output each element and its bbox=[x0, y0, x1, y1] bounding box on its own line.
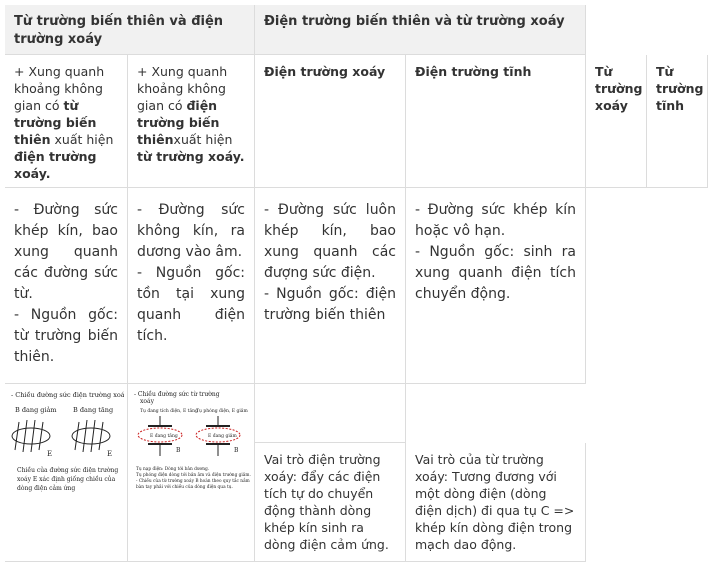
row2-c1-bold2: điện trường xoáy. bbox=[14, 149, 97, 181]
fig2-b-left: B bbox=[176, 447, 181, 454]
row5-c3-text: Vai trò điện trường xoáy: đẩy các điện tích tự do chuyển động thành dòng khép kín sinh ra dòng điện cảm ứng. bbox=[264, 452, 389, 552]
row2-c6-text: Từ trường tĩnh bbox=[656, 64, 704, 113]
vortex-electric-field-figure bbox=[9, 388, 124, 498]
row2-cell6 bbox=[647, 55, 708, 188]
row5-cell4 bbox=[406, 443, 586, 562]
fig1-title: - Chiều đường sức điện trường xoáy: bbox=[11, 391, 124, 399]
header-col1 bbox=[5, 5, 255, 55]
row3-cell2 bbox=[128, 188, 255, 384]
row2-c4-text: Điện trường tĩnh bbox=[415, 64, 532, 79]
fig1-caption-1: Chiều của đường sức điện trường bbox=[17, 467, 119, 474]
row3-cell3 bbox=[255, 188, 406, 384]
fig2-title-2: xoáy bbox=[140, 398, 154, 405]
fig1-caption-2: xoáy E xác định giống chiều của bbox=[17, 476, 116, 483]
row5-c4-text: Vai trò của từ trường xoáy: Tương đương với một dòng điện (dòng điện dịch) đi qua tụ C => khép kín dòng điện trong mạch dao động. bbox=[415, 452, 575, 552]
fig2-caption-4: bàn tay phải với chiều của dòng điện qua tụ. bbox=[136, 485, 233, 490]
figure1-cell bbox=[5, 384, 128, 562]
fig2-caption-1: Tụ nạp điện: Dòng tới bản dương. bbox=[136, 467, 210, 472]
row3-cell4 bbox=[406, 188, 586, 384]
vortex-magnetic-field-figure bbox=[132, 388, 251, 498]
fig2-caption-3: - Chiều của từ trường xoáy B hoàn theo quy tắc nắm bbox=[136, 479, 250, 484]
fig2-t-left: Tụ đang tích điện, E tăng bbox=[140, 409, 198, 414]
fig1-e-left: E bbox=[47, 450, 53, 458]
figure2-cell bbox=[128, 384, 255, 562]
row2-c2-bold2: từ trường xoáy. bbox=[137, 149, 245, 164]
row2-cell4 bbox=[406, 55, 586, 188]
row3-cell1 bbox=[5, 188, 128, 384]
figure-row-spacer-1 bbox=[255, 384, 406, 443]
row3-c4-line2: - Nguồn gốc: sinh ra xung quanh điện tích chuyển động. bbox=[415, 244, 576, 302]
row3-c4-line1: - Đường sức khép kín hoặc vô hạn. bbox=[415, 202, 576, 239]
fig1-e-right: E bbox=[107, 450, 113, 458]
row2-c2-bold1: điện trường biến thiên bbox=[137, 98, 220, 147]
row2-c5-text: Từ trường xoáy bbox=[595, 64, 643, 113]
header-col1-text: Từ trường biến thiên và điện trường xoáy bbox=[14, 14, 224, 47]
fig2-e-label-right: E đang giảm bbox=[208, 434, 237, 439]
row3-c3-line2: - Nguồn gốc: điện trường biến thiên bbox=[264, 286, 396, 323]
header-col2-text: Điện trường biến thiên và từ trường xoáy bbox=[264, 14, 565, 29]
header-col2 bbox=[255, 5, 586, 55]
row2-c1-prefix: + Xung quanh khoảng không gian có bbox=[14, 64, 105, 113]
fig1-b-left: B đang giảm bbox=[15, 406, 57, 414]
row2-c1-mid: xuất hiện bbox=[50, 132, 114, 147]
fig2-b-right: B bbox=[234, 447, 239, 454]
row3-c2-line2: - Nguồn gốc: tồn tại xung quanh điện tích. bbox=[137, 265, 245, 344]
row2-c2-prefix: + Xung quanh khoảng không gian có bbox=[137, 64, 228, 113]
fig2-e-label-left: E đang tăng bbox=[150, 434, 178, 439]
row5-cell3 bbox=[255, 443, 406, 562]
fig2-t-right: Tụ phóng điện, E giảm bbox=[196, 409, 248, 414]
row2-cell2 bbox=[128, 55, 255, 188]
row2-c2-mid: xuất hiện bbox=[173, 132, 233, 147]
row2-cell5 bbox=[586, 55, 647, 188]
row2-cell1 bbox=[5, 55, 128, 188]
row3-c2-line1: - Đường sức không kín, ra dương vào âm. bbox=[137, 202, 245, 260]
row3-c1-line2: - Nguồn gốc: từ trường biến thiên. bbox=[14, 307, 118, 365]
row3-c1-line1: - Đường sức khép kín, bao xung quanh các đường sức từ. bbox=[14, 202, 118, 302]
row2-c3-text: Điện trường xoáy bbox=[264, 64, 386, 79]
fig1-caption-3: dòng điện cảm ứng bbox=[17, 485, 76, 492]
row2-c1-bold1: từ trường biến thiên bbox=[14, 98, 97, 147]
row2-cell3 bbox=[255, 55, 406, 188]
fig2-caption-2: Tụ phóng điện dòng tới bản âm và điện trường giảm. bbox=[136, 473, 251, 478]
fig1-b-right: B đang tăng bbox=[73, 406, 114, 414]
row3-c3-line1: - Đường sức luôn khép kín, bao xung quanh các đượng sức điện. bbox=[264, 202, 396, 281]
fig2-title-1: - Chiều đường sức từ trường bbox=[134, 391, 220, 398]
